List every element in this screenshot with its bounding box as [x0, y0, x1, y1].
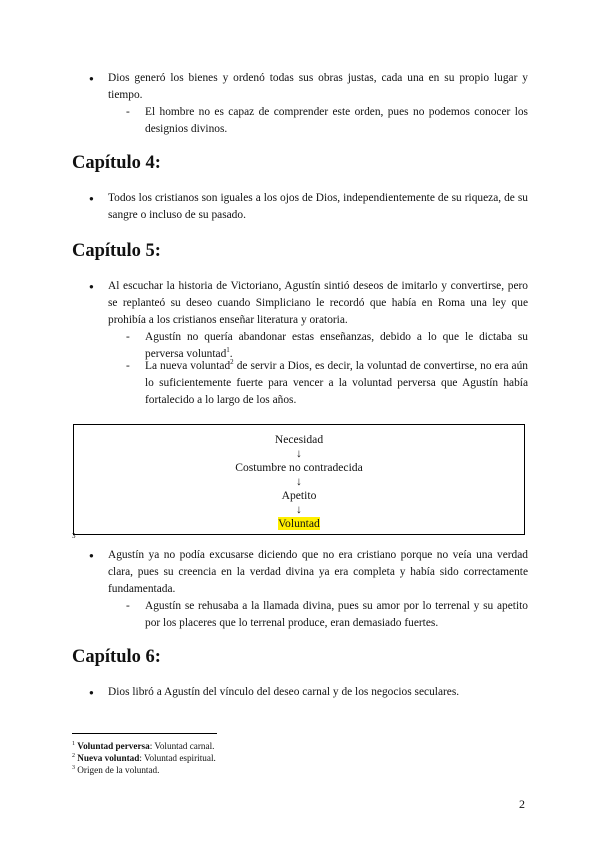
diagram-step-apetito: Apetito: [281, 489, 317, 502]
footnote-3: [72, 764, 159, 776]
diagram-step-voluntad: Voluntad: [278, 517, 320, 530]
footnote-1-term: Voluntad perversa: [77, 741, 150, 751]
footnote-3-number: 3: [72, 764, 75, 771]
bullet-verdad-clara: ● Agustín ya no podía excusarse diciendo que no era cristiano porque no veía una verdad clara, pues su creencia en la verdad divina ya era completa y había sido correctamente fundamentada.: [108, 547, 528, 598]
diagram-step-necesidad: Necesidad: [274, 433, 324, 446]
diagram-arrow-2: ↓: [296, 475, 302, 488]
sub-bullet-orden: - El hombre no es capaz de comprender este orden, pues no podemos conocer los designios divinos.: [145, 104, 528, 138]
chapter-6-heading: Capítulo 6:: [72, 647, 161, 667]
footnote-1-number: 1: [72, 740, 75, 747]
sub-bullet-nueva-voluntad-text: de servir a Dios, es decir, la voluntad de convertirse, no era aún lo suficientemente fuerte para vencer a la voluntad perversa que Agustín había fortalecido a lo largo de los años.: [145, 360, 528, 406]
diagram-arrow-1: ↓: [296, 447, 302, 460]
footnote-ref-2[interactable]: 2: [230, 358, 234, 367]
chapter-5-heading: Capítulo 5:: [72, 241, 161, 261]
footnote-2: [72, 752, 216, 764]
sub-bullet-llamada-divina: - Agustín se rehusaba a la llamada divina, pues su amor por lo terrenal y su apetito por los placeres que lo terrenal produce, eran demasiado fuertes.: [145, 598, 528, 632]
footnote-2-text: : Voluntad espiritual.: [139, 753, 216, 763]
footnote-1-text: : Voluntad carnal.: [149, 741, 215, 751]
voluntad-origin-diagram: [73, 424, 525, 535]
footnote-ref-1[interactable]: 1: [226, 346, 230, 355]
sub-bullet-nueva-voluntad: [145, 358, 528, 409]
chapter-4-heading: Capítulo 4:: [72, 153, 161, 173]
sub-bullet-nueva-voluntad-start: La nueva voluntad: [145, 360, 231, 372]
footnote-2-number: 2: [72, 752, 75, 759]
footnote-separator: [72, 733, 217, 734]
footnote-3-text: Origen de la voluntad.: [77, 765, 160, 775]
bullet-dios-genero: ● Dios generó los bienes y ordenó todas sus obras justas, cada una en su propio lugar y tiempo.: [108, 70, 528, 104]
page-number: 2: [519, 797, 525, 811]
footnote-1: [72, 740, 214, 752]
bullet-cristianos-iguales: ● Todos los cristianos son iguales a los ojos de Dios, independientemente de su riqueza, de su sangre o incluso de su pasado.: [108, 190, 528, 224]
diagram-arrow-3: ↓: [296, 503, 302, 516]
sub-bullet-ensenanzas-end: .: [229, 348, 233, 360]
diagram-step-costumbre: Costumbre no contradecida: [235, 461, 363, 474]
footnote-2-term: Nueva voluntad: [77, 753, 140, 763]
diagram-step-voluntad-row: [74, 515, 524, 532]
bullet-dios-libro: ● Dios libró a Agustín del vínculo del deseo carnal y de los negocios seculares.: [108, 684, 528, 701]
bullet-victoriano: ● Al escuchar la historia de Victoriano, Agustín sintió deseos de imitarlo y convertirse, pero se replanteó su deseo cuando Simpliciano le recordó que había en Roma una ley que prohibía a los cristianos enseñar literatura y oratoria.: [108, 278, 528, 329]
sub-bullet-ensenanzas-text: Agustín no quería abandonar estas enseñanzas, debido a lo que le dictaba su perversa voluntad: [145, 331, 528, 360]
diagram-footnote-ref-3[interactable]: 3: [72, 532, 76, 540]
